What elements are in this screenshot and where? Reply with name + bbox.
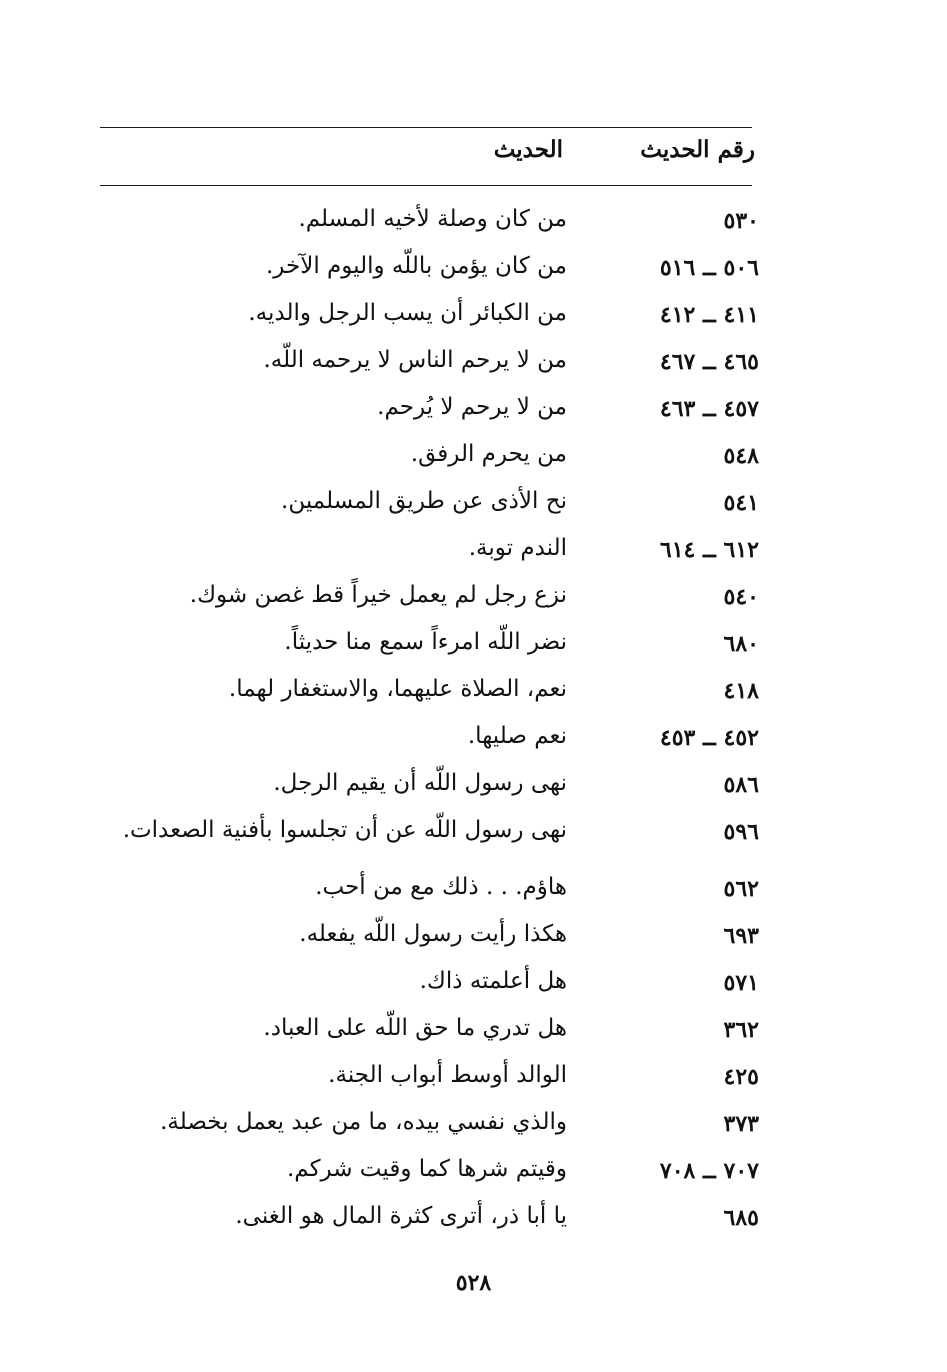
hadith-text: نضر اللّه امرءاً سمع منا حديثاً. (284, 629, 567, 655)
hadith-text: وقيتم شرها كما وقيت شركم. (286, 1156, 567, 1182)
hadith-text: نح الأذى عن طريق المسلمين. (281, 488, 567, 514)
hadith-text: من كان وصلة لأخيه المسلم. (298, 206, 567, 232)
table-row (0, 437, 947, 484)
hadith-text: هاؤم. . . ذلك مع من أحب. (315, 874, 567, 900)
table-row (0, 249, 947, 296)
table-row (0, 1199, 947, 1246)
hadith-text: يا أبا ذر، أترى كثرة المال هو الغنى. (235, 1203, 567, 1229)
hadith-text: الوالد أوسط أبواب الجنة. (328, 1062, 567, 1088)
hadith-number: ٤٥٢ ــ ٤٥٣ (659, 725, 759, 751)
hadith-number: ٥٠٦ ــ ٥١٦ (659, 255, 759, 281)
hadith-number: ٣٦٢ (723, 1017, 759, 1043)
table-row (0, 390, 947, 437)
hadith-text: من الكبائر أن يسب الرجل والديه. (248, 300, 567, 326)
hadith-number: ٥٦٢ (723, 876, 759, 902)
hadith-number: ٣٧٣ (723, 1111, 759, 1137)
header-hadith-number: رقم الحديث (640, 136, 755, 163)
hadith-number: ٤١٨ (723, 678, 759, 704)
hadith-number: ٦٨٥ (723, 1205, 759, 1231)
table-row (0, 531, 947, 578)
hadith-text: من كان يؤمن باللّه واليوم الآخر. (266, 253, 567, 279)
table-row (0, 1152, 947, 1199)
table-row (0, 202, 947, 249)
hadith-number: ٤٢٥ (723, 1064, 759, 1090)
table-row (0, 1058, 947, 1105)
hadith-text: نعم صليها. (467, 723, 567, 749)
hadith-number: ٥٤٠ (723, 584, 759, 610)
page-number: ٥٢٨ (455, 1270, 492, 1296)
hadith-number: ٥٤٨ (723, 443, 759, 469)
hadith-number: ٤٥٧ ــ ٤٦٣ (659, 396, 759, 422)
table-row (0, 870, 947, 917)
header-hadith-text: الحديث (493, 136, 563, 163)
hadith-text: والذي نفسي بيده، ما من عبد يعمل بخصلة. (160, 1109, 567, 1135)
table-row (0, 484, 947, 531)
hadith-number: ٦٨٠ (723, 631, 759, 657)
table-row (0, 766, 947, 813)
table-row (0, 813, 947, 860)
hadith-text: هل أعلمته ذاك. (419, 968, 567, 994)
hadith-text: نهى رسول اللّه أن يقيم الرجل. (273, 770, 567, 796)
table-row (0, 1011, 947, 1058)
hadith-number: ٥٣٠ (723, 208, 759, 234)
hadith-number: ٥٨٦ (723, 772, 759, 798)
hadith-text: نزع رجل لم يعمل خيراً قط غصن شوك. (189, 582, 567, 608)
hadith-text: الندم توبة. (468, 535, 567, 561)
hadith-number: ٥٩٦ (723, 819, 759, 845)
hadith-text: هل تدري ما حق اللّه على العباد. (263, 1015, 567, 1041)
hadith-number: ٥٤١ (723, 490, 759, 516)
table-row (0, 296, 947, 343)
table-row (0, 917, 947, 964)
hadith-number: ٤١١ ــ ٤١٢ (659, 302, 759, 328)
table-row (0, 625, 947, 672)
hadith-number: ٥٧١ (723, 970, 759, 996)
hadith-text: نهى رسول اللّه عن أن تجلسوا بأفنية الصعدات. (122, 817, 567, 843)
hadith-text: نعم، الصلاة عليهما، والاستغفار لهما. (228, 676, 567, 702)
table-row (0, 964, 947, 1011)
hadith-index-list (0, 202, 947, 1246)
table-row (0, 672, 947, 719)
hadith-number: ٦١٢ ــ ٦١٤ (659, 537, 759, 563)
table-row (0, 1105, 947, 1152)
table-row (0, 578, 947, 625)
hadith-number: ٦٩٣ (723, 923, 759, 949)
hadith-number: ٧٠٧ ــ ٧٠٨ (659, 1158, 759, 1184)
table-row (0, 343, 947, 390)
hadith-text: من لا يرحم لا يُرحم. (377, 394, 567, 420)
table-top-rule (100, 127, 752, 128)
hadith-text: هكذا رأيت رسول اللّه يفعله. (299, 921, 567, 947)
hadith-text: من يحرم الرفق. (410, 441, 567, 467)
hadith-number: ٤٦٥ ــ ٤٦٧ (659, 349, 759, 375)
table-row (0, 719, 947, 766)
hadith-text: من لا يرحم الناس لا يرحمه اللّه. (263, 347, 567, 373)
table-header-rule (100, 185, 752, 186)
